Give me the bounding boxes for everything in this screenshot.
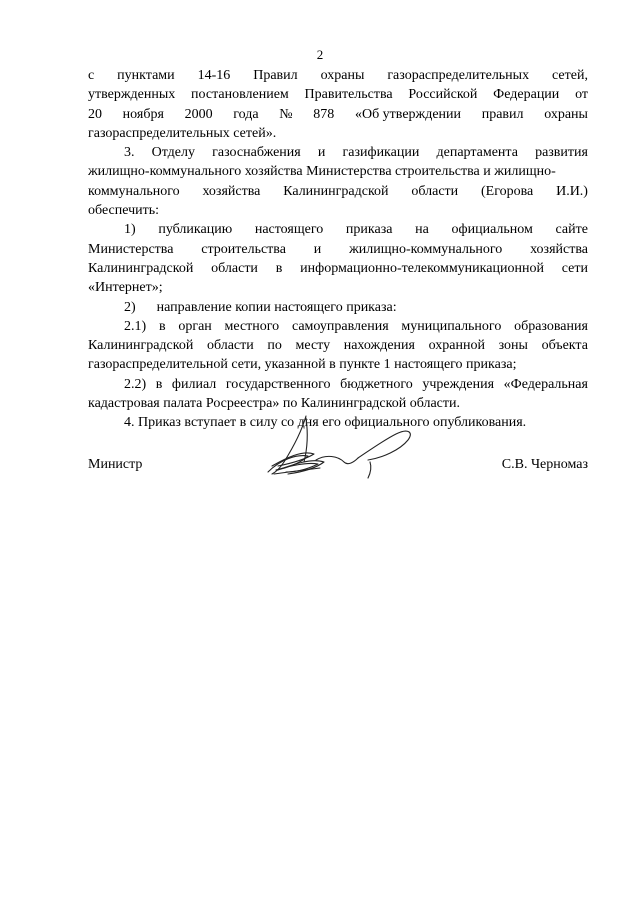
text-line: с пунктами 14-16 Правил охраны газораспределительных сетей, — [88, 68, 588, 83]
text-line: газораспределительных сетей». — [88, 125, 277, 141]
text-line: 2.2) в филиал государственного бюджетного учреждения «Федеральная — [124, 376, 588, 392]
text-line: утвержденных постановлением Правительства Российской Федерации от — [88, 87, 588, 103]
text-line: кадастровая палата Росреестра» по Калининградской области. — [88, 396, 460, 412]
signatory-name: С.В. Черномаз — [501, 457, 588, 472]
document-body — [88, 66, 588, 433]
page-number: 2 — [316, 47, 324, 62]
signatory-title: Министр — [88, 457, 143, 472]
text-line: газораспределительной сети, указанной в пункте 1 настоящего приказа; — [88, 357, 517, 373]
text-line: 1) публикацию настоящего приказа на официальном сайте — [124, 222, 588, 238]
item-2 — [88, 298, 588, 317]
text-line: коммунального хозяйства Калининградской области (Егорова И.И.) — [88, 183, 588, 199]
text-line: 3. Отделу газоснабжения и газификации департамента развития — [124, 145, 588, 161]
clause-3 — [88, 143, 588, 220]
text-line: 2.1) в орган местного самоуправления муниципального образования — [124, 318, 588, 334]
signature-block — [88, 455, 588, 475]
text-line: 4. Приказ вступает в силу со дня его официального опубликования. — [124, 415, 527, 431]
item-2-2 — [88, 375, 588, 414]
text-line: Министерства строительства и жилищно-коммунального хозяйства — [88, 241, 588, 257]
text-line: «Интернет»; — [88, 280, 163, 296]
text-line: Калининградской области по месту нахождения охранной зоны объекта — [88, 338, 588, 354]
text-line: Калининградской области в информационно-телекоммуникационной сети — [88, 260, 588, 276]
text-line: 20 ноября 2000 года № 878 «Об утверждении правил охраны — [88, 106, 588, 122]
text-line: жилищно-коммунального хозяйства Министерства строительства и жилищно- — [88, 164, 556, 180]
item-1 — [88, 220, 588, 297]
item-2-1 — [88, 317, 588, 375]
continuation-paragraph — [88, 66, 588, 143]
text-line: обеспечить: — [88, 203, 159, 219]
text-line: 2) направление копии настоящего приказа: — [124, 299, 397, 315]
